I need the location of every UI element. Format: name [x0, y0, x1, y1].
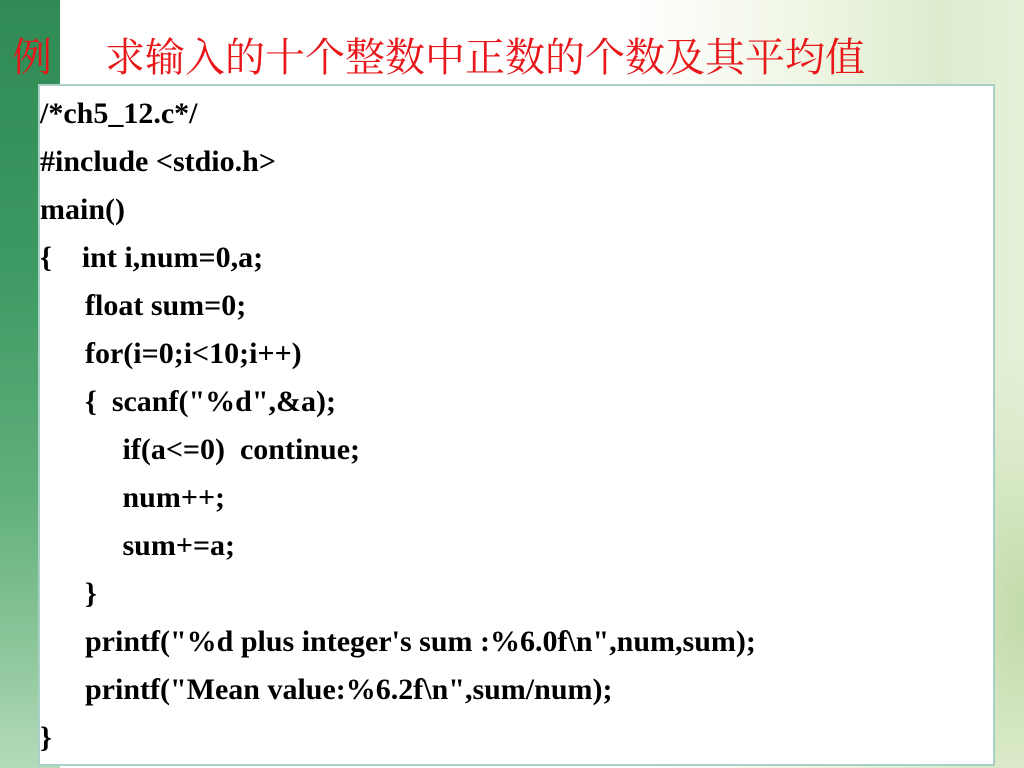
code-line-12: printf("%d plus integer's sum :%6.0f\n",num,sum);	[40, 625, 756, 658]
code-line-6: for(i=0;i<10;i++)	[40, 337, 302, 370]
code-line-5: float sum=0;	[40, 289, 247, 322]
code-line-3: main()	[40, 193, 125, 226]
slide-title	[0, 30, 1024, 86]
code-line-8: if(a<=0) continue;	[40, 433, 360, 466]
code-line-2: #include <stdio.h>	[40, 145, 276, 178]
code-line-4: { int i,num=0,a;	[40, 241, 264, 274]
example-marker: 例	[12, 35, 52, 81]
code-line-14: }	[40, 721, 52, 754]
code-line-13: printf("Mean value:%6.2f\n",sum/num);	[40, 673, 613, 706]
code-line-7: { scanf("%d",&a);	[40, 385, 336, 418]
code-block	[38, 84, 995, 766]
code-line-9: num++;	[40, 481, 226, 514]
code-line-10: sum+=a;	[40, 529, 236, 562]
code-line-1: /*ch5_12.c*/	[40, 97, 198, 130]
title-text: 求输入的十个整数中正数的个数及其平均值	[105, 35, 865, 81]
code-line-11: }	[40, 577, 97, 610]
